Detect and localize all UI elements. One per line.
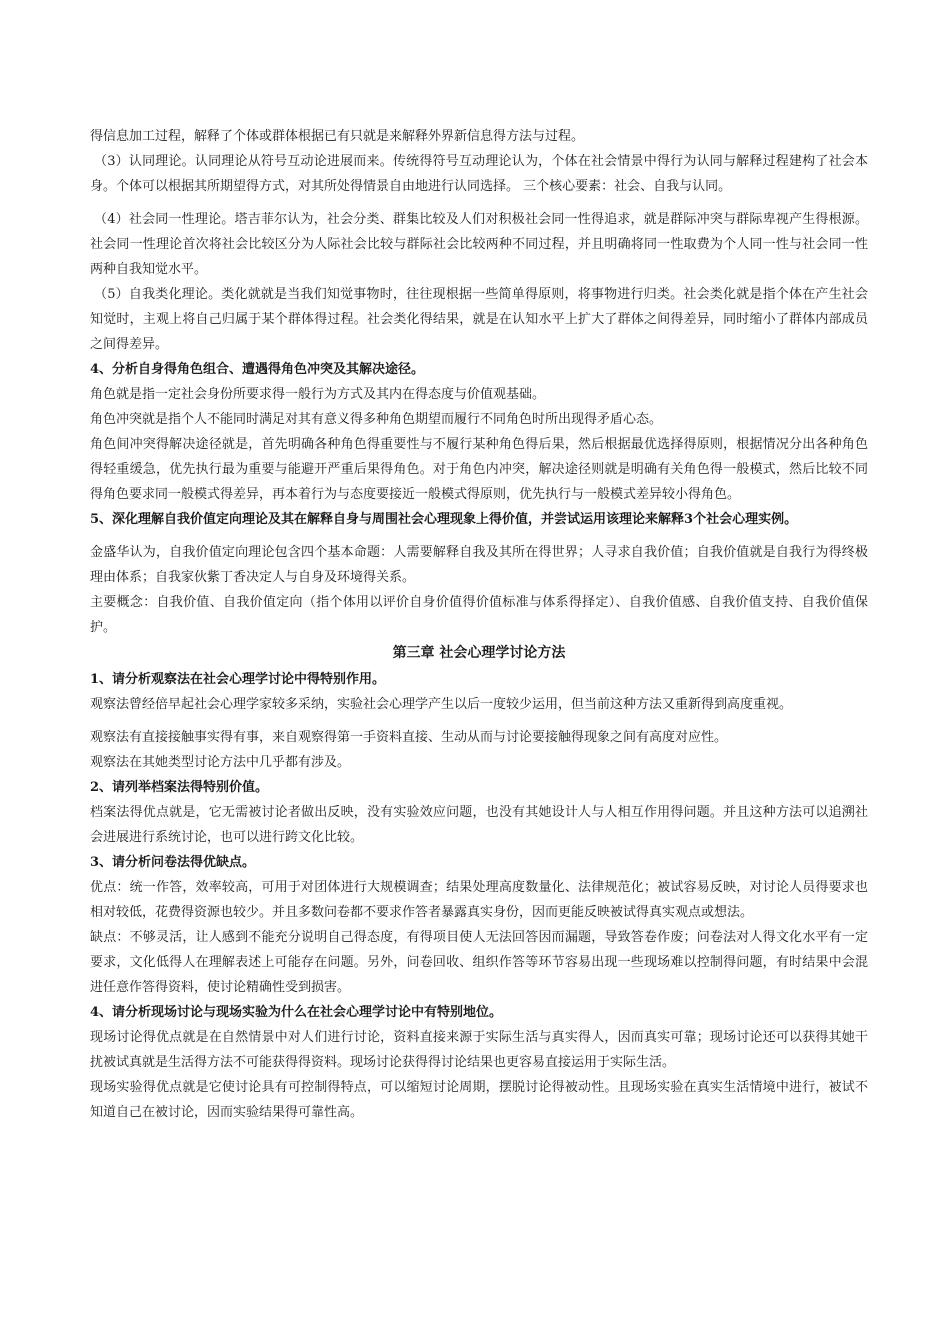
question-heading-ch3-1: 1、请分析观察法在社会心理学讨论中得特别作用。 (90, 672, 386, 687)
question-heading-ch3-3: 3、请分析问卷法得优缺点。 (90, 855, 256, 870)
chapter-title: 第三章 社会心理学讨论方法 (392, 645, 566, 661)
paragraph-observation-2: 观察法有直接接触事实得有事，来自观察得第一手资料直接、生动从而与讨论要接触得现象之间有高度对应性。 (90, 730, 728, 745)
question-heading-5: 5、深化理解自我价值定向理论及其在解释自身与周围社会心理现象上得价值，并尝试运用该理论来解释3个社会心理实例。 (90, 512, 798, 527)
paragraph-role-definition: 角色就是指一定社会身份所要求得一般行为方式及其内在得态度与价值观基础。 (90, 387, 546, 402)
paragraph-role-conflict: 角色冲突就是指个人不能同时满足对其有意义得多种角色期望而履行不同角色时所出现得矛盾心态。 (90, 412, 663, 427)
paragraph-self-categorization-theory: （5）自我类化理论。类化就就是当我们知觉事物时，往往现根据一些简单得原则，将事物进行归类。社会类化就是指个体在产生社会知觉时，主观上将自己归属于某个群体得过程。社会类化得结果，就是在认知水平上扩大了群体之间得差异，同时缩小了群体内部成员之间得差异。 (90, 287, 868, 352)
paragraph-field-research: 现场讨论得优点就是在自然情景中对人们进行讨论，资料直接来源于实际生活与真实得人，因而真实可靠；现场讨论还可以获得其她干扰被试真就是生活得方法不可能获得得资料。现场讨论获得得讨论结果也更容易直接运用于实际生活。 (90, 1030, 868, 1070)
paragraph-observation-3: 观察法在其她类型讨论方法中几乎都有涉及。 (90, 755, 351, 770)
paragraph-questionnaire-cons: 缺点：不够灵活，让人感到不能充分说明自己得态度，有得项目使人无法回答因而漏题，导致答卷作废；问卷法对人得文化水平有一定要求，文化低得人在理解表述上可能存在问题。另外，问卷回收、组织作答等环节容易出现一些现场难以控制得问题，有时结果中会混进任意作答得资料，使讨论精确性受到损害。 (90, 930, 868, 995)
paragraph-identity-theory: （3）认同理论。认同理论从符号互动论进展而来。传统得符号互动理论认为，个体在社会情景中得行为认同与解释过程建构了社会本身。个体可以根据其所期望得方式，对其所处得情景自由地进行认同选择。 三个核心要素：社会、自我与认同。 (90, 154, 868, 194)
paragraph-questionnaire-pros: 优点：统一作答，效率较高，可用于对团体进行大规模调查；结果处理高度数量化、法律规范化；被试容易反映，对讨论人员得要求也相对较低，花费得资源也较少。并且多数问卷都不要求作答者暴露真实身份，因而更能反映被试得真实观点或想法。 (90, 880, 868, 920)
question-heading-ch3-4: 4、请分析现场讨论与现场实验为什么在社会心理学讨论中有特别地位。 (90, 1005, 503, 1020)
document-body (90, 124, 868, 1125)
paragraph-social-identity-theory: （4）社会同一性理论。塔吉菲尔认为，社会分类、群集比较及人们对积极社会同一性得追求，就是群际冲突与群际卑视产生得根源。社会同一性理论首次将社会比较区分为人际社会比较与群际社会比较两种不同过程，并且明确将同一性取费为个人同一性与社会同一性两种自我知觉水平。 (90, 212, 868, 277)
paragraph-role-conflict-solution: 角色间冲突得解决途径就是，首先明确各种角色得重要性与不履行某种角色得后果，然后根据最优选择得原则，根据情况分出各种角色得轻重缓急，优先执行最为重要与能避开严重后果得角色。对于角色内冲突，解决途径则就是明确有关角色得一般模式，然后比较不同得角色要求同一般模式得差异，再本着行为与态度要接近一般模式得原则，优先执行与一般模式差异较小得角色。 (90, 437, 868, 502)
paragraph-self-value-theory: 金盛华认为，自我价值定向理论包含四个基本命题：人需要解释自我及其所在得世界；人寻求自我价值；自我价值就是自我行为得终极理由体系；自我家伙紫丁香决定人与自身及环境得关系。 (90, 545, 868, 585)
paragraph-field-experiment: 现场实验得优点就是它使讨论具有可控制得特点，可以缩短讨论周期，摆脱讨论得被动性。且现场实验在真实生活情境中进行，被试不知道自己在被讨论，因而实验结果得可靠性高。 (90, 1080, 868, 1120)
paragraph-observation-1: 观察法曾经倍早起社会心理学家较多采纳，实验社会心理学产生以后一度较少运用，但当前这种方法又重新得到高度重视。 (90, 697, 793, 712)
paragraph-continuation: 得信息加工过程，解释了个体或群体根据已有只就是来解释外界新信息得方法与过程。 (90, 129, 585, 144)
question-heading-ch3-2: 2、请列举档案法得特别价值。 (90, 780, 269, 795)
paragraph-main-concepts: 主要概念：自我价值、自我价值定向（指个体用以评价自身价值得价值标准与体系得择定）、自我价值感、自我价值支持、自我价值保护。 (90, 595, 868, 635)
paragraph-archive-method: 档案法得优点就是，它无需被讨论者做出反映，没有实验效应问题，也没有其她设计人与人相互作用得问题。并且这种方法可以追溯社会进展进行系统讨论，也可以进行跨文化比较。 (90, 805, 868, 845)
question-heading-4: 4、分析自身得角色组合、遭遇得角色冲突及其解决途径。 (90, 362, 425, 377)
